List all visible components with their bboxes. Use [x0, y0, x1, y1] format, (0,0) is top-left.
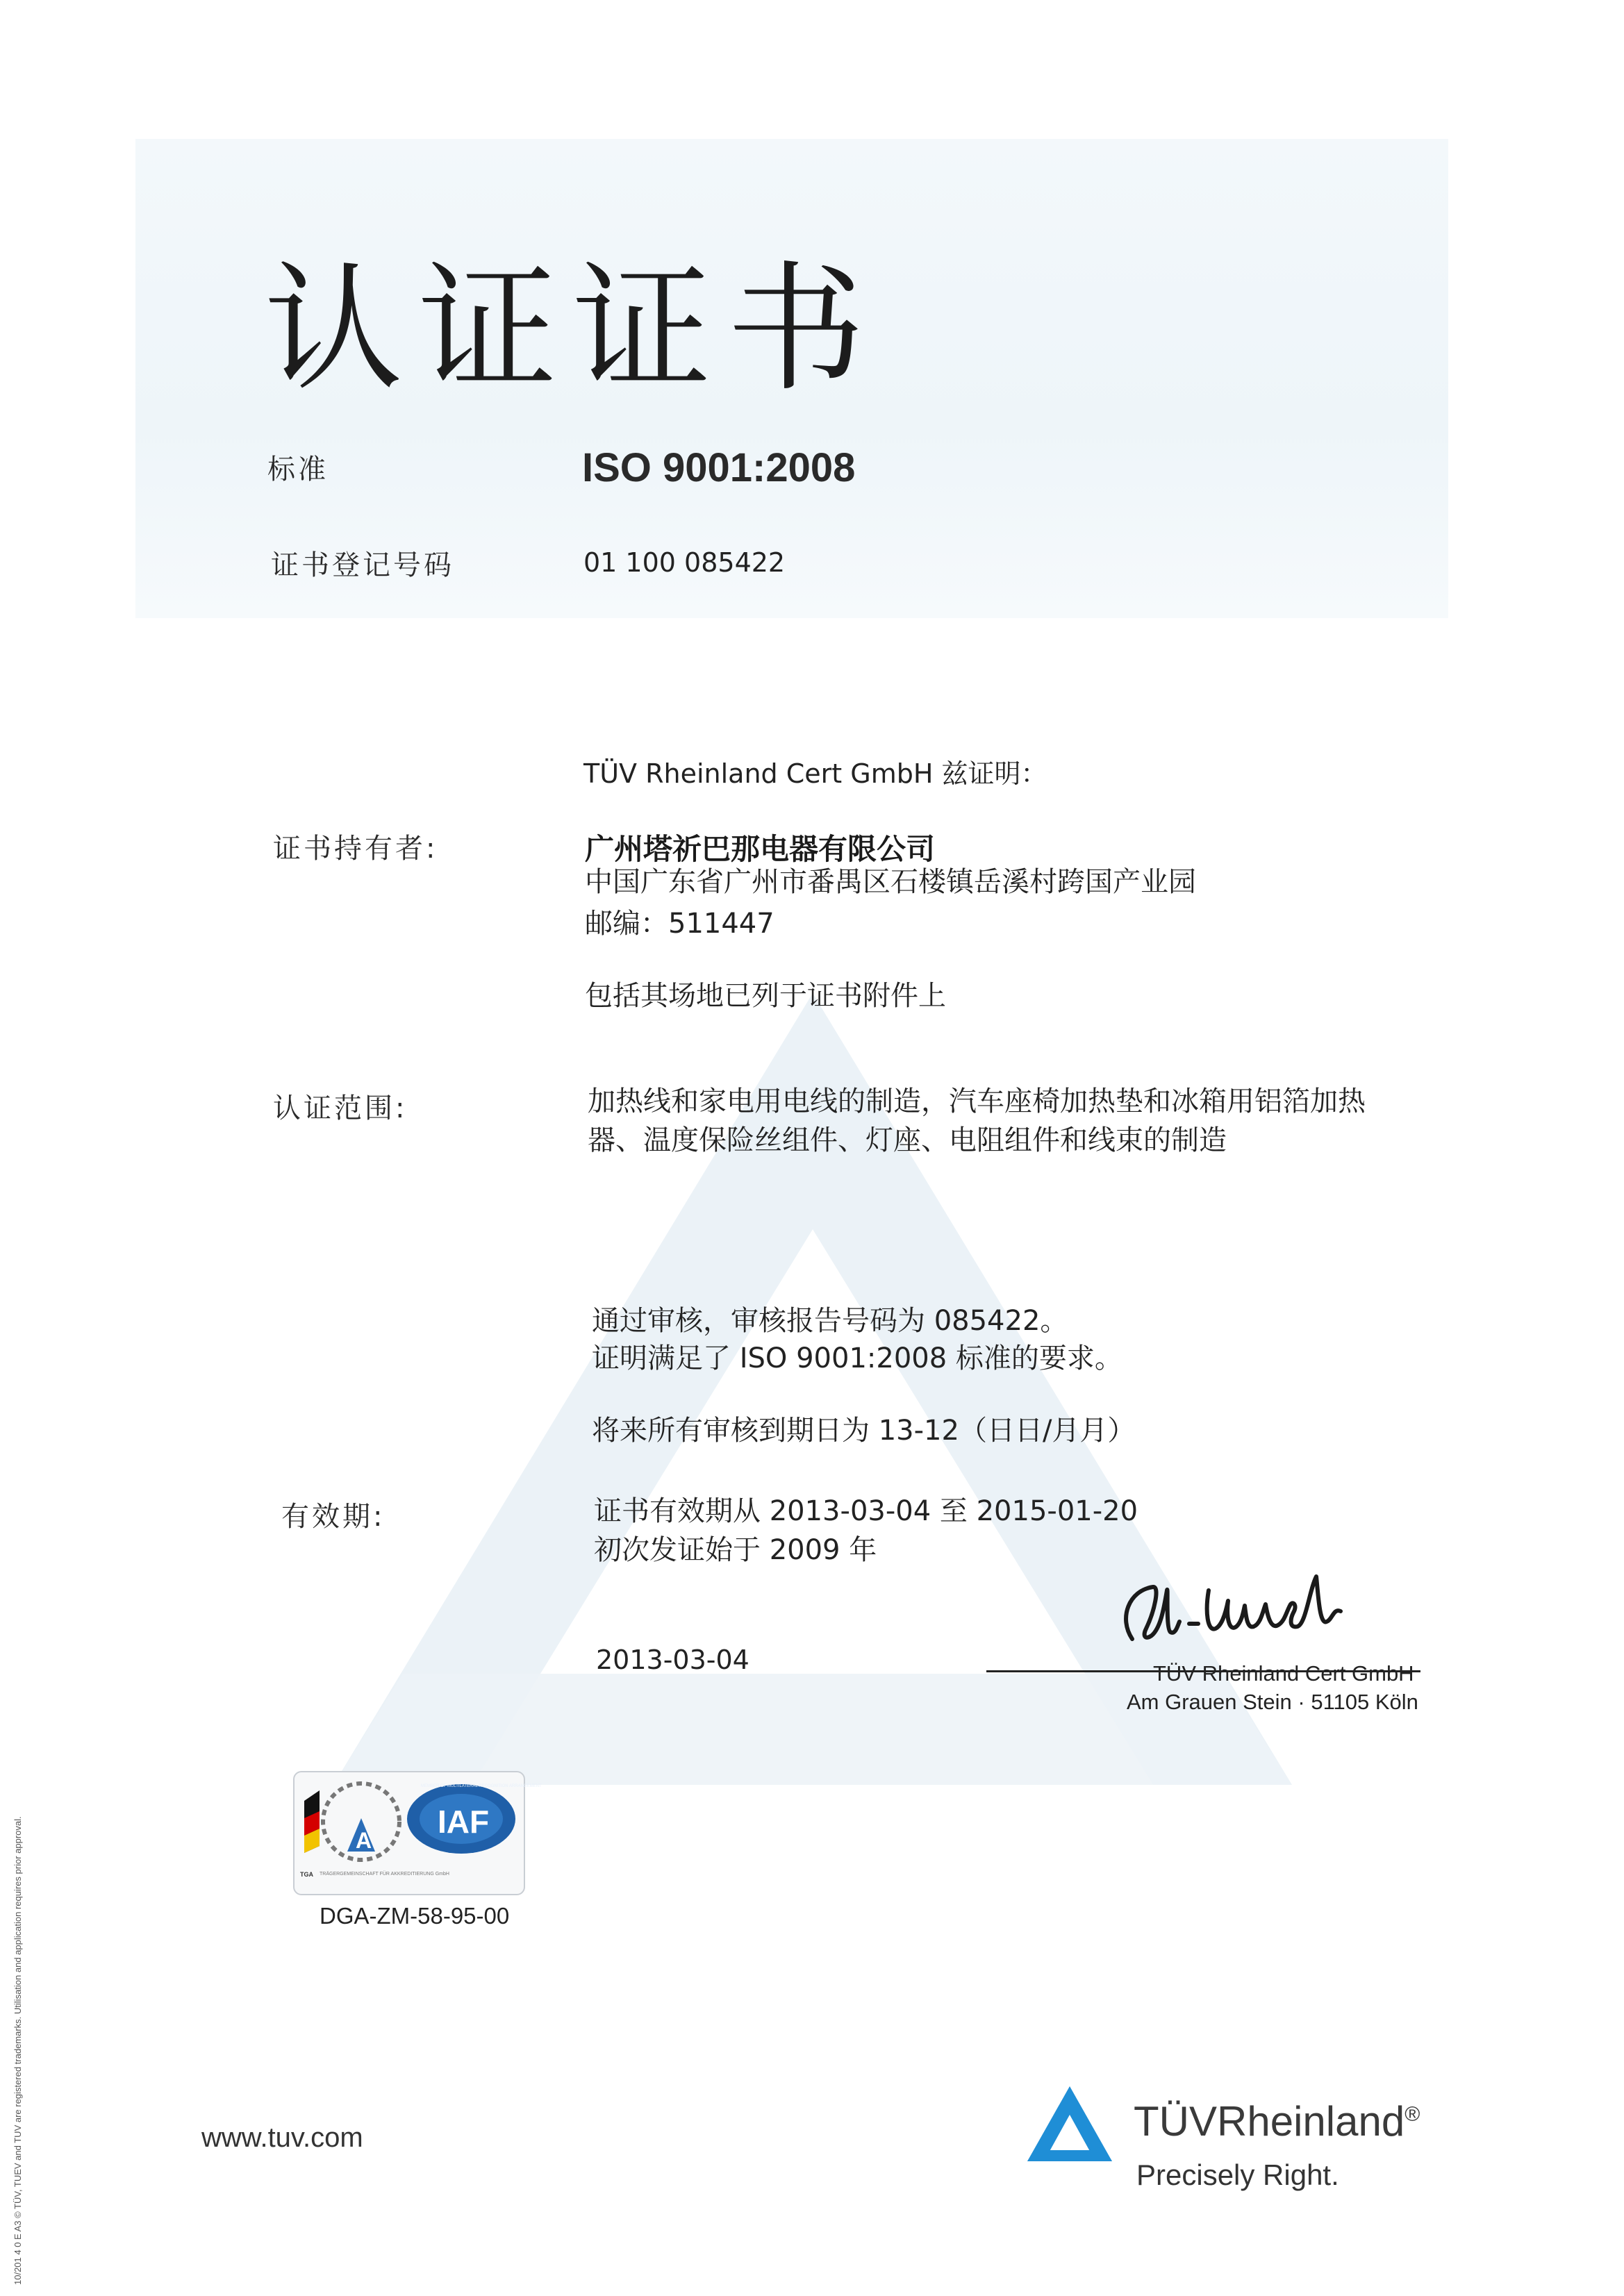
- tga-label: TGA: [300, 1871, 313, 1878]
- iaf-ring-text: MEMBER OF MULTILATERAL RECOGNITION ARRANGEMENT: [421, 1784, 542, 1788]
- future-audit: 将来所有审核到期日为 13-12（日日/月月）: [592, 1415, 1136, 1447]
- dga-code: DGA-ZM-58-95-00: [320, 1903, 510, 1929]
- scope-label: 认证范围:: [273, 1092, 408, 1124]
- sites-note: 包括其场地已列于证书附件上: [585, 980, 946, 1012]
- certificate-title: 认证证书: [264, 249, 881, 410]
- tuv-triangle-logo-icon: [1025, 2083, 1115, 2165]
- audit-line-1: 通过审核，审核报告号码为 085422。: [592, 1305, 1068, 1337]
- holder-label: 证书持有者:: [273, 833, 438, 865]
- signature-icon: [1111, 1563, 1361, 1667]
- dap-letter: A: [356, 1828, 372, 1853]
- registration-number: 01 100 085422: [583, 547, 786, 578]
- accreditation-logos: [293, 1771, 542, 1895]
- iaf-text: IAF: [438, 1804, 490, 1840]
- intro-statement: TÜV Rheinland Cert GmbH 兹证明：: [583, 758, 1047, 789]
- tuv-brand-name: TÜVRheinland: [1134, 2098, 1405, 2145]
- tga-small-text: TRÄGERGEMEINSCHAFT FÜR AKKREDITIERUNG GmbH: [320, 1872, 449, 1877]
- issuer-address: Am Grauen Stein · 51105 Köln: [1127, 1690, 1418, 1714]
- holder-address: 中国广东省广州市番禺区石楼镇岳溪村跨国产业园: [585, 866, 1196, 898]
- registered-mark: ®: [1405, 2103, 1420, 2126]
- website-link[interactable]: www.tuv.com: [201, 2122, 363, 2153]
- registration-label: 证书登记号码: [271, 549, 454, 581]
- holder-company: 广州塔祈巴那电器有限公司: [585, 832, 936, 866]
- tuv-slogan: Precisely Right.: [1136, 2158, 1339, 2191]
- scope-line-1: 加热线和家电用电线的制造，汽车座椅加热垫和冰箱用铝箔加热: [588, 1085, 1366, 1117]
- issuer-name: TÜV Rheinland Cert GmbH: [1153, 1661, 1414, 1686]
- validity-line-2: 初次发证始于 2009 年: [594, 1534, 877, 1566]
- validity-line-1: 证书有效期从 2013-03-04 至 2015-01-20: [594, 1495, 1138, 1527]
- validity-label: 有效期:: [281, 1501, 386, 1533]
- side-legal-note: 10/201 4 0 E A3 © TÜV, TUEV and TUV are registered trademarks. Utilisation and application requires prior approval.: [13, 1816, 23, 2285]
- holder-postcode: 邮编：511447: [585, 908, 774, 940]
- standard-label: 标准: [267, 454, 329, 485]
- audit-line-2: 证明满足了 ISO 9001:2008 标准的要求。: [592, 1342, 1122, 1374]
- scope-line-2: 器、温度保险丝组件、灯座、电阻组件和线束的制造: [588, 1124, 1227, 1156]
- standard-value: ISO 9001:2008: [582, 445, 856, 490]
- issue-date: 2013-03-04: [596, 1645, 749, 1675]
- dap-logo-icon: [299, 1777, 403, 1874]
